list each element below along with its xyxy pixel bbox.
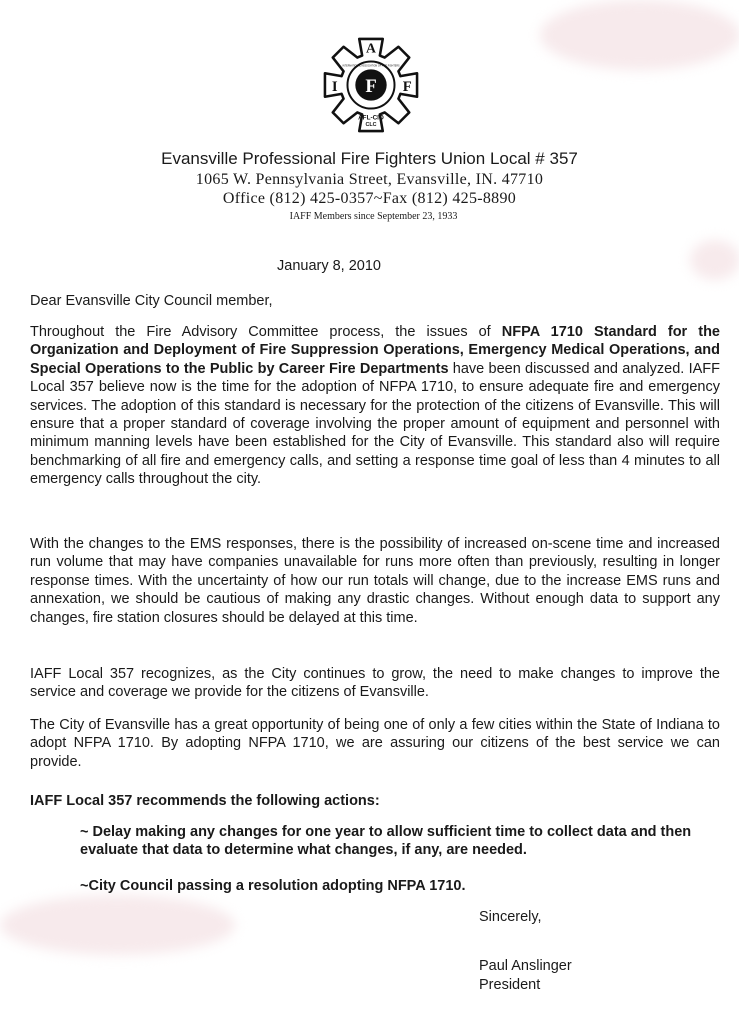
paragraph-4: The City of Evansville has a great opportunity of being one of only a few cities within the State of Indiana to adopt NFPA 1710. By adopting NFPA 1710, we are assuring our citizens of the best service we can provide.	[30, 717, 720, 770]
logo-letter-center: F	[365, 75, 377, 97]
paragraph-1-standard-title: NFPA 1710 Standard for the Organization and Deployment of Fire Suppression Operations, Emergency Medical Operations, and Special Operations to the Public by Career Fire Departments	[30, 324, 720, 377]
scan-smudge	[540, 0, 739, 70]
signer-name: Paul Anslinger	[479, 958, 572, 974]
logo-bottom-sub: CLC	[365, 122, 377, 129]
logo-letter-top: A	[366, 40, 376, 56]
paragraph-3: IAFF Local 357 recognizes, as the City continues to grow, the need to make changes to improve the service and coverage we provide for the citizens of Evansville.	[30, 666, 720, 701]
org-address: 1065 W. Pennsylvania Street, Evansville, IN. 47710	[195, 171, 544, 188]
paragraph-1-lead: Throughout the Fire Advisory Committee process, the issues of	[30, 324, 502, 340]
logo-bottom-text: AFL-CIO	[358, 114, 384, 122]
recommendations-heading: IAFF Local 357 recommends the following actions:	[30, 793, 380, 809]
paragraph-1	[30, 323, 720, 489]
org-phone-fax: Office (812) 425-0357~Fax (812) 425-8890	[222, 190, 517, 207]
scan-smudge	[0, 895, 235, 955]
letter-date: January 8, 2010	[277, 258, 381, 274]
members-since: IAFF Members since September 23, 1933	[289, 211, 458, 222]
scan-smudge	[690, 240, 739, 280]
closing: Sincerely,	[479, 909, 542, 925]
action-item-1: ~ Delay making any changes for one year to allow sufficient time to collect data and then evaluate that data to determine what changes, if any, are needed.	[80, 824, 692, 859]
org-name: Evansville Professional Fire Fighters Union Local # 357	[161, 149, 578, 168]
paragraph-2: With the changes to the EMS responses, there is the possibility of increased on-scene time and increased run volume that may have companies unavailable for runs more often than previously, resulting in longer response times. With the uncertainty of how our run totals will change, due to the increase EMS runs and annexation, we should be cautious of making any drastic changes. Without enough data to support any changes, fire station closures should be delayed at this time.	[30, 536, 720, 626]
logo-ring-text: INTERNATIONAL ASSOCIATION OF FIRE FIGHTERS	[342, 65, 400, 68]
action-item-2: ~City Council passing a resolution adopting NFPA 1710.	[80, 878, 466, 894]
iaff-logo	[322, 36, 420, 134]
salutation: Dear Evansville City Council member,	[30, 293, 273, 309]
signer-title: President	[479, 977, 541, 993]
logo-letter-right: F	[402, 78, 412, 95]
logo-letter-left: I	[331, 78, 338, 95]
paragraph-1-rest: have been discussed and analyzed. IAFF Local 357 believe now is the time for the adoption of NFPA 1710, to ensure adequate fire and emergency services. The adoption of this standard is necessary for the protection of the citizens of Evansville. This will ensure that a proper standard of coverage involving the proper amount of equipment and personnel with minimum manning levels have been established for the City of Evansville. This standard also will require benchmarking of all fire and emergency calls, and setting a response time goal of less than 4 minutes to all emergency calls throughout the city.	[30, 360, 721, 488]
